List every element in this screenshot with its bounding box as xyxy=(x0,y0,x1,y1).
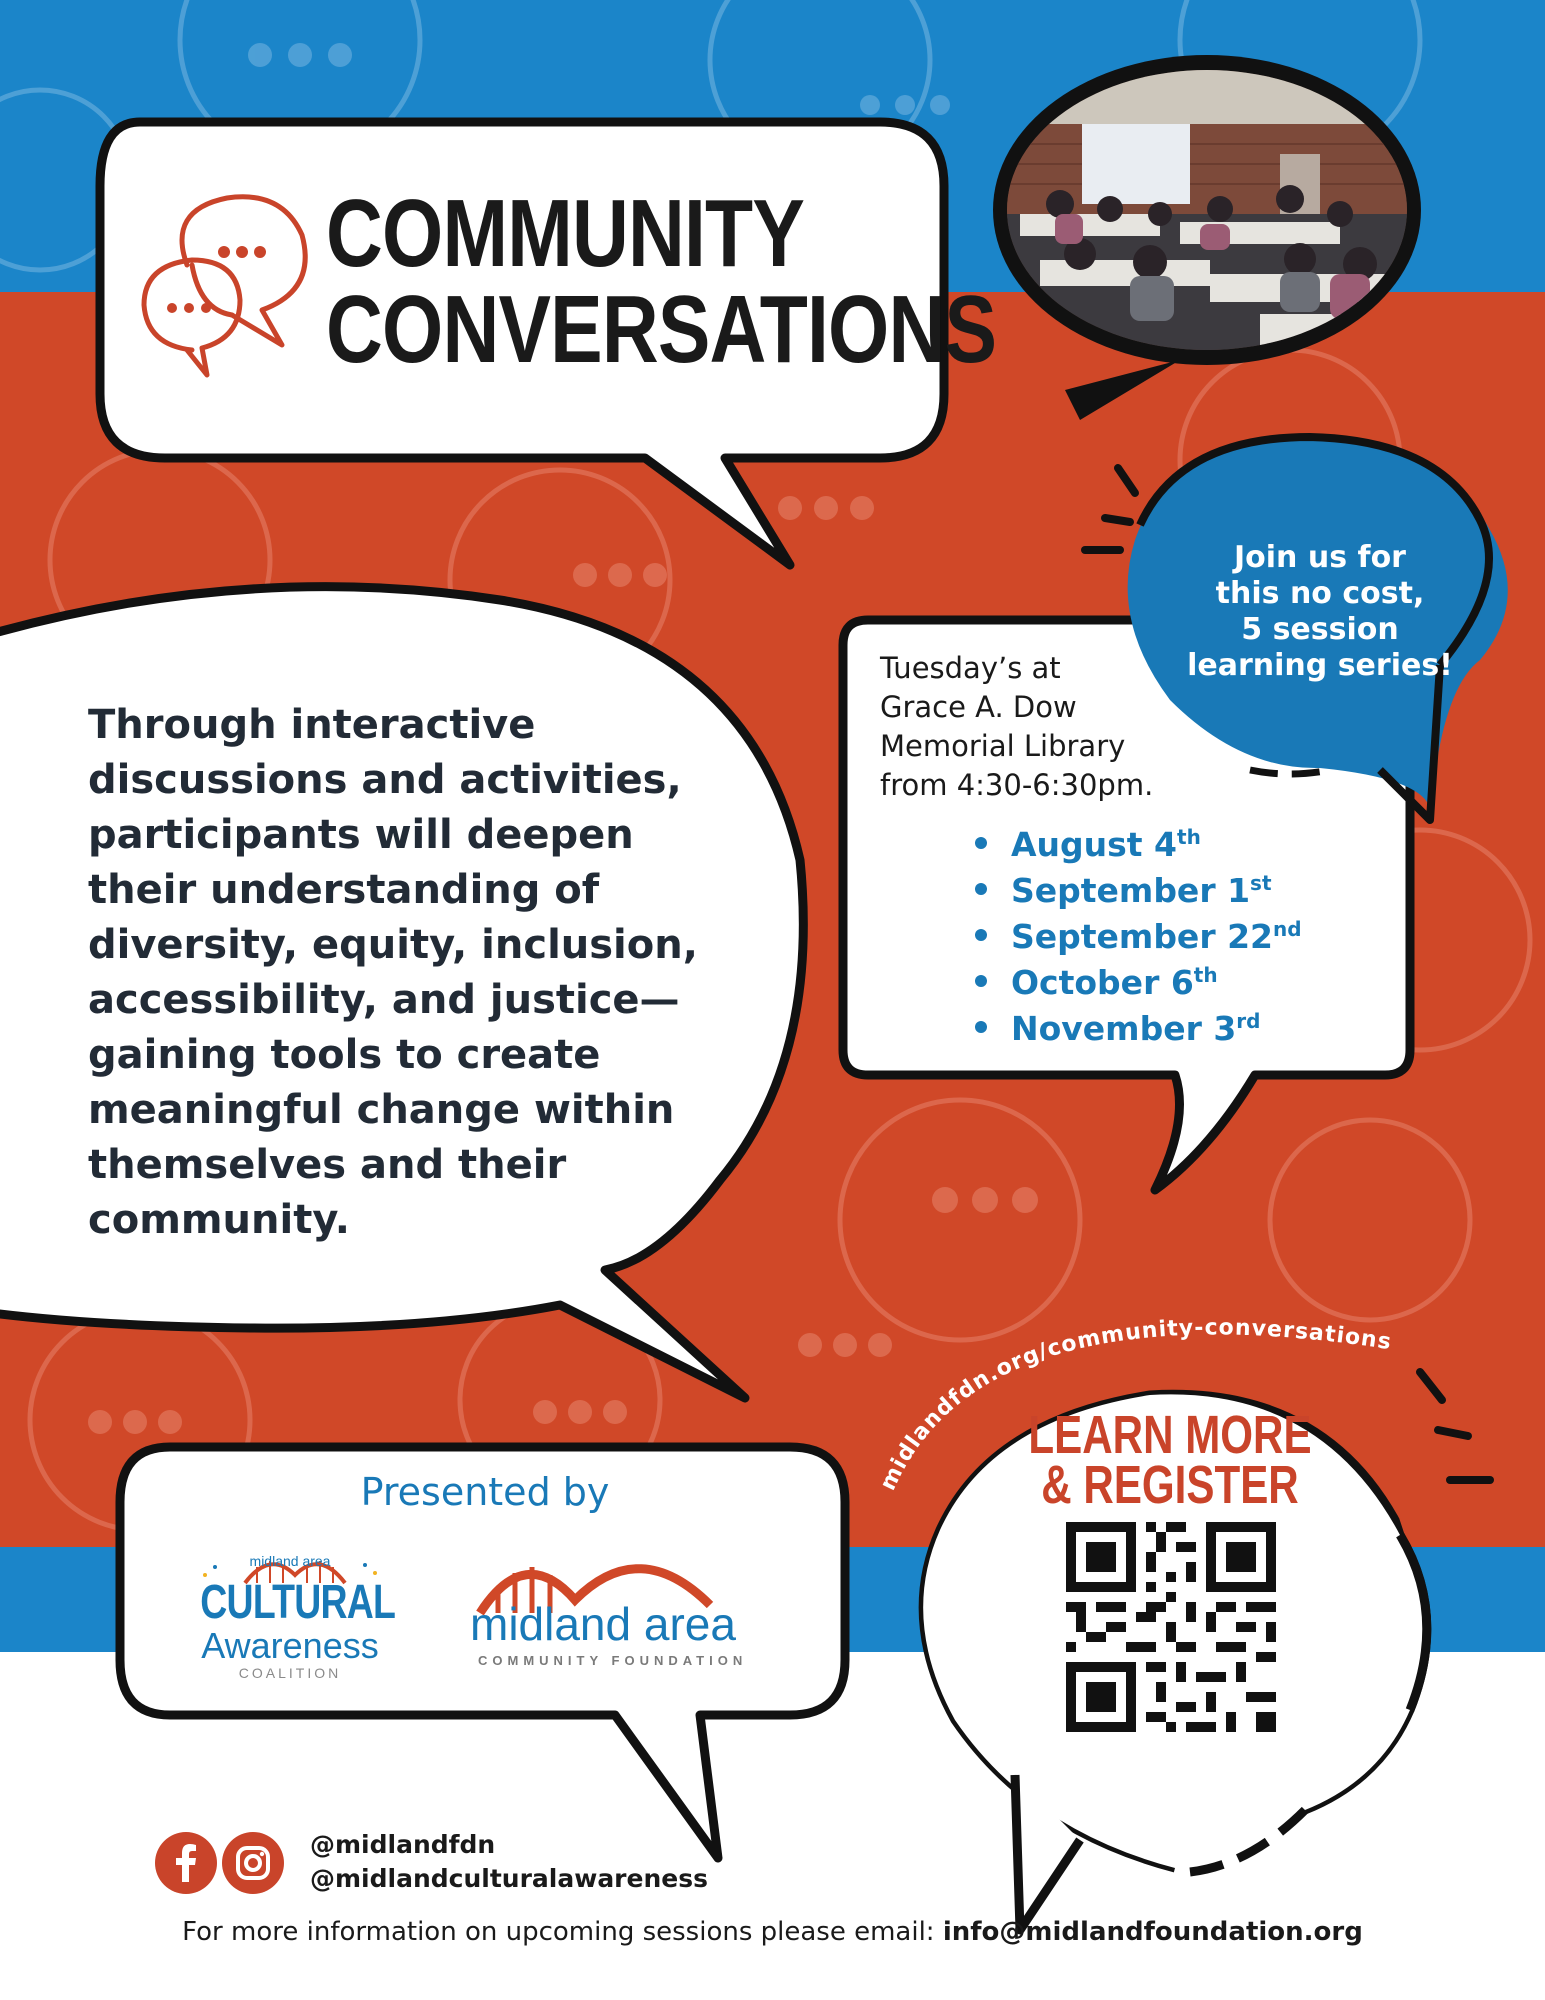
bullet-icon xyxy=(975,883,987,895)
facebook-glyph xyxy=(155,1832,217,1894)
cultural-awareness-logo[interactable] xyxy=(175,1545,405,1685)
intro-paragraph: Through interactive discussions and activities, participants will deepen their understanding of diversity, equity, inclusion, accessibility, and justice—gaining tools to create meaningful change within themselves and their community. xyxy=(88,702,698,1243)
midland-logo-main: midland area xyxy=(470,1598,736,1650)
cultural-logo-top: midland area xyxy=(249,1553,331,1569)
session-date: October 6th xyxy=(975,960,1302,1006)
schedule-venue-1: Grace A. Dow xyxy=(880,690,1077,724)
speech-bubbles-icon xyxy=(132,180,317,390)
join-callout-line3: 5 session xyxy=(1241,612,1399,647)
facebook-icon[interactable] xyxy=(155,1832,217,1894)
session-date: September 1st xyxy=(975,868,1302,914)
footer-email-link[interactable]: info@midlandfoundation.org xyxy=(942,1917,1363,1947)
schedule-venue-2: Memorial Library xyxy=(880,729,1126,763)
learn-more-line1: LEARN MORE xyxy=(1028,1405,1312,1465)
schedule-time: from 4:30-6:30pm. xyxy=(880,768,1154,802)
join-callout-line2: this no cost, xyxy=(1215,576,1425,611)
classroom-photo xyxy=(1000,64,1414,359)
session-date: November 3rd xyxy=(975,1006,1302,1052)
instagram-glyph xyxy=(222,1832,284,1894)
session-dates-list xyxy=(975,822,1302,1052)
session-date: September 22nd xyxy=(975,914,1302,960)
social-handle-cultural[interactable]: @midlandculturalawareness xyxy=(310,1864,708,1893)
bullet-icon xyxy=(975,1021,987,1033)
midland-logo-sub: COMMUNITY FOUNDATION xyxy=(478,1653,748,1668)
join-callout-line4: learning series! xyxy=(1187,648,1453,683)
presented-by-label: Presented by xyxy=(360,1470,610,1514)
bullet-icon xyxy=(975,975,987,987)
learn-more-line2: & REGISTER xyxy=(1041,1455,1299,1515)
social-handles xyxy=(310,1828,708,1896)
footer-text: For more information on upcoming sessions please email: xyxy=(182,1917,943,1947)
cultural-logo-main: CULTURAL xyxy=(200,1576,396,1629)
midland-foundation-logo[interactable] xyxy=(470,1545,780,1668)
cultural-logo-sub: Awareness xyxy=(201,1625,379,1666)
cultural-logo-small: COALITION xyxy=(238,1665,342,1681)
footer-contact xyxy=(0,1917,1545,1947)
bullet-icon xyxy=(975,837,987,849)
page-title-line1: COMMUNITY xyxy=(326,180,805,287)
social-handle-foundation[interactable]: @midlandfdn xyxy=(310,1830,496,1859)
session-date: August 4th xyxy=(975,822,1302,868)
learn-more-heading xyxy=(1014,1405,1326,1515)
page-title-line2: CONVERSATIONS xyxy=(326,276,997,383)
join-callout-line1: Join us for xyxy=(1234,540,1406,575)
schedule-day: Tuesday’s at xyxy=(880,651,1061,685)
schedule-details xyxy=(880,649,1210,805)
qr-code[interactable] xyxy=(1066,1522,1276,1732)
bullet-icon xyxy=(975,929,987,941)
instagram-icon[interactable] xyxy=(222,1832,284,1894)
register-url-text[interactable]: midlandfdn.org/community-conversations xyxy=(875,1315,1394,1495)
